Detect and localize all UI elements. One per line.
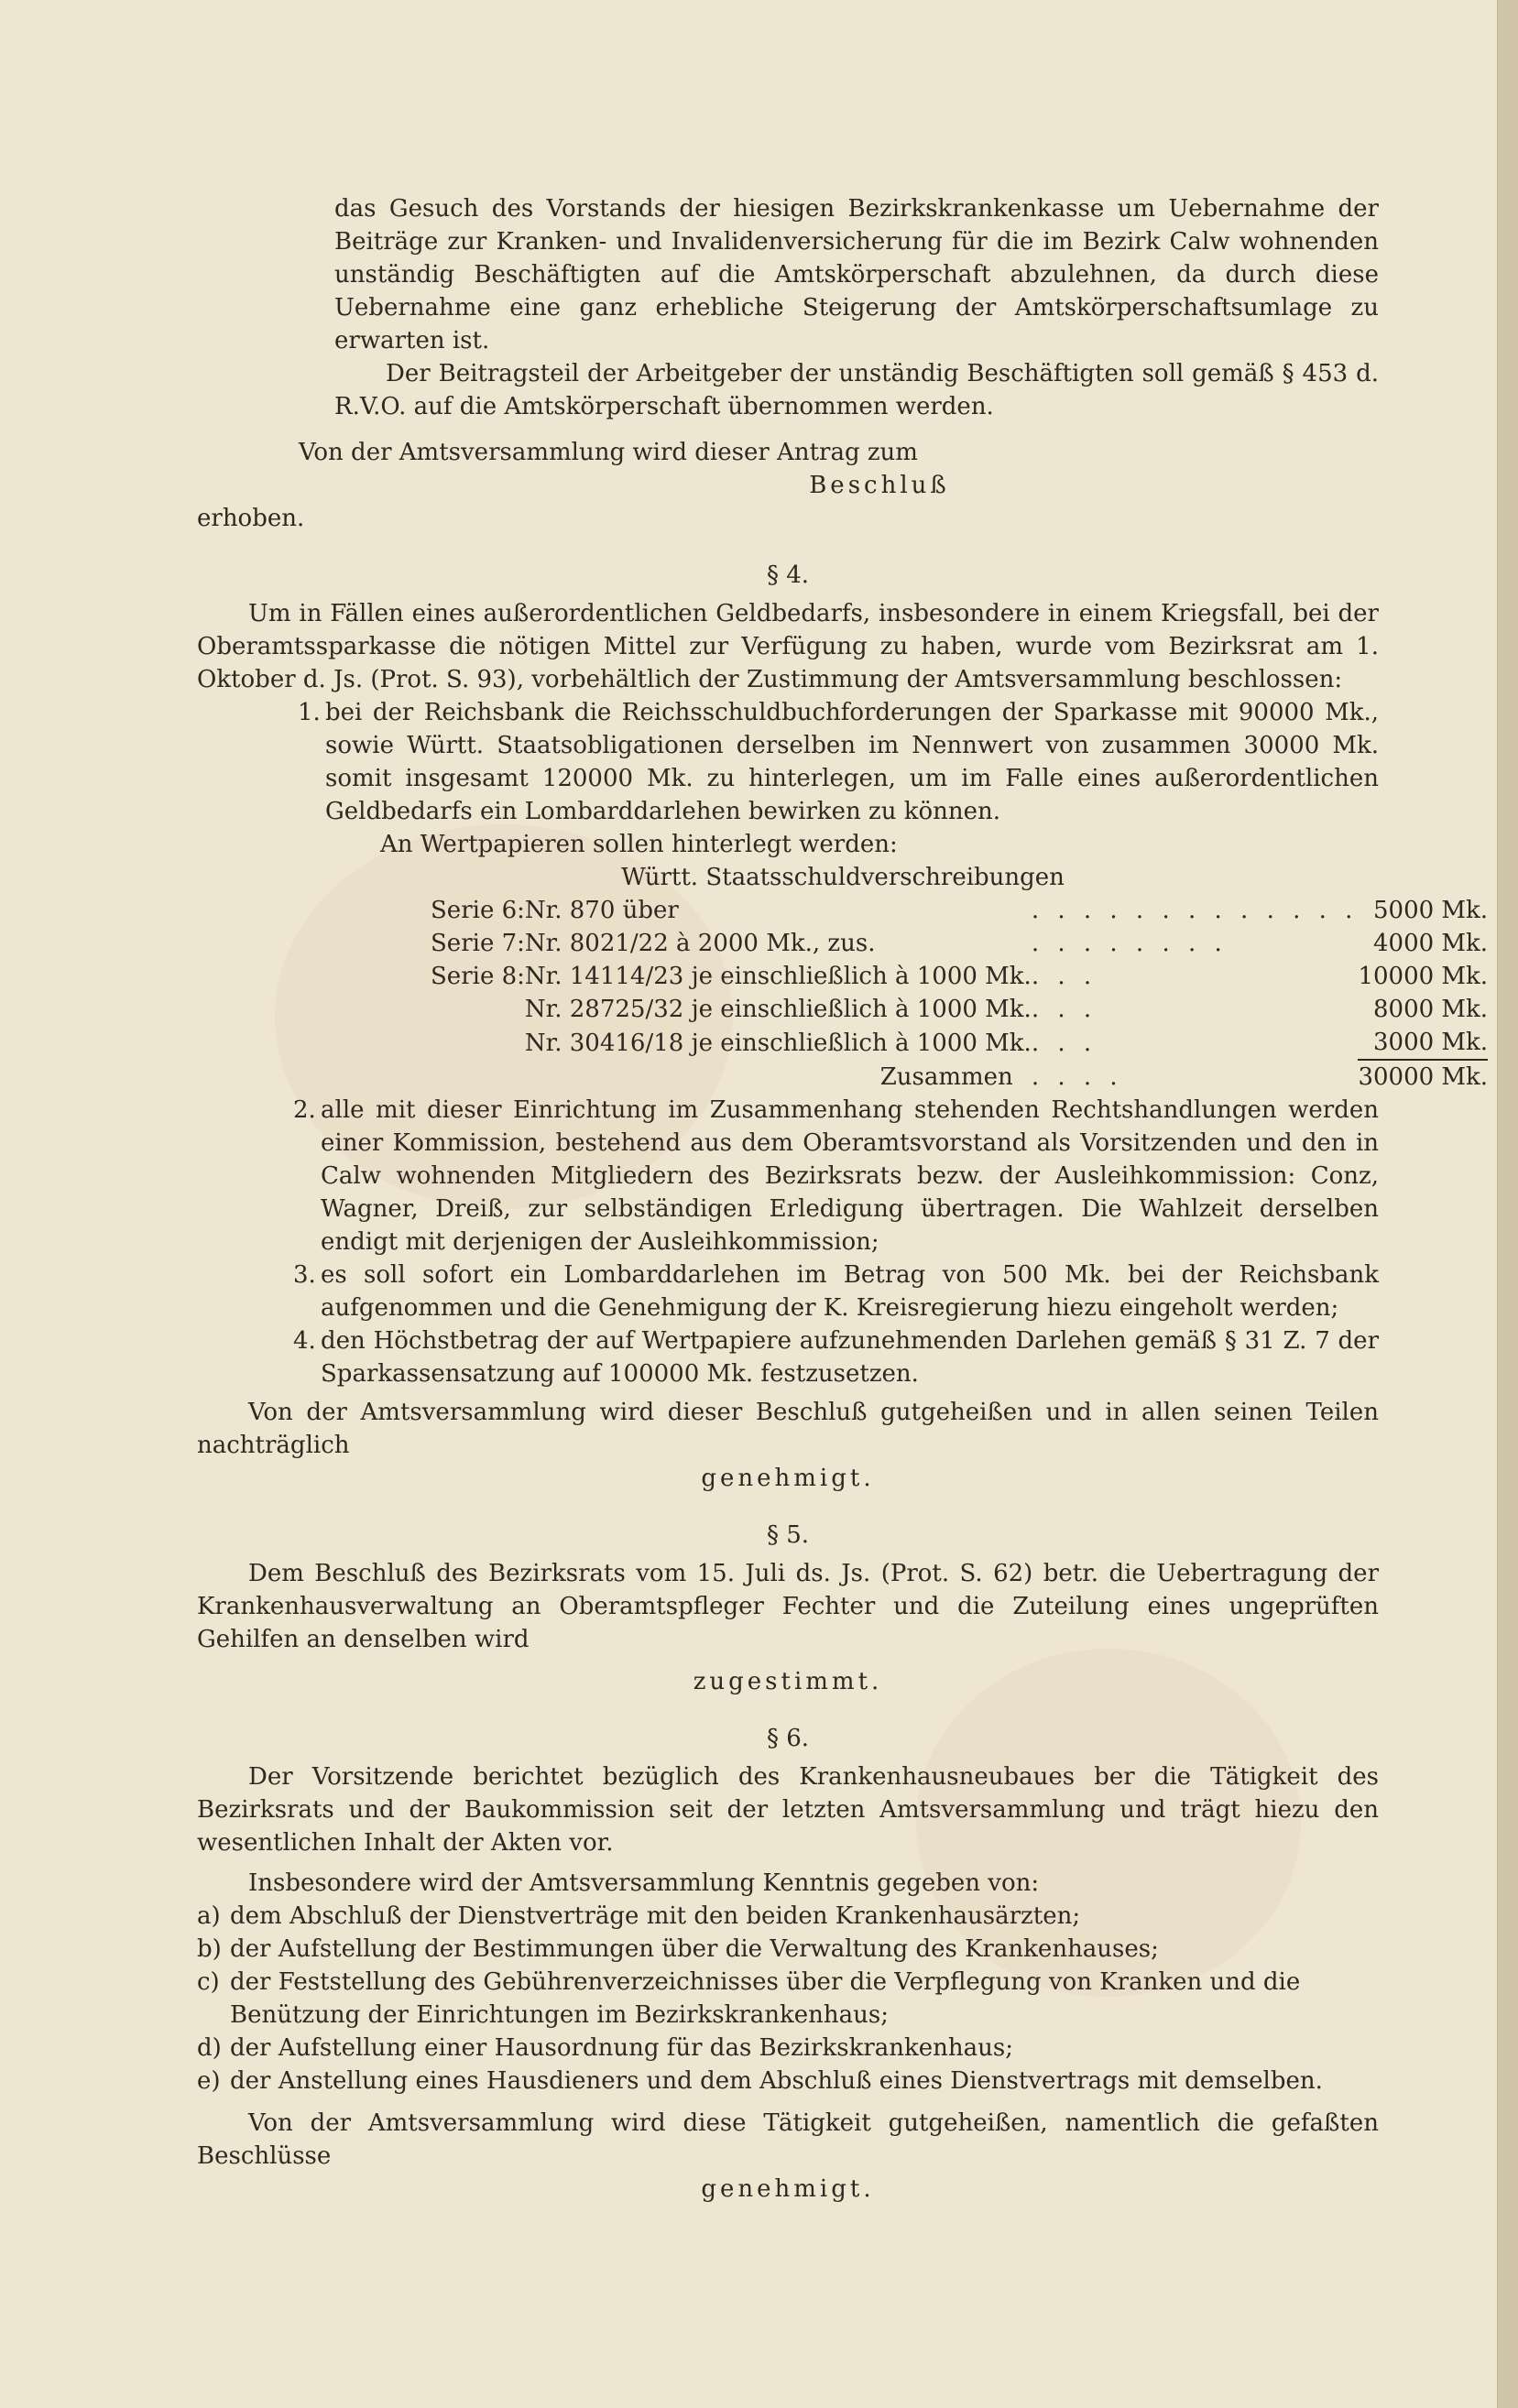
list-item [298,696,1379,828]
section-4-heading: § 4. [766,561,810,589]
section-5-heading: § 5. [766,1521,810,1549]
section-6-heading: § 6. [766,1725,810,1752]
serie-cell [431,1026,525,1060]
table-row [431,1026,1488,1060]
page-edge [1497,0,1518,2408]
list-text: dem Abschluß der Dienstverträge mit den beiden Krankenhausärzten; [230,1902,1081,1930]
list-item [293,1324,1379,1390]
serie-cell: Serie 7: [431,930,525,957]
desc-cell: Nr. 870 über [524,897,679,924]
list-text: bei der Reichsbank die Reichsschuldbuchforderungen der Sparkasse mit 90000 Mk., sowie Württ. Staatsobligationen derselben im Nennwert von zusammen 30000 Mk. somit insgesamt 120000 Mk. zu hinterlegen, um im Falle eines außerordentlichen Geldbedarfs ein Lombarddarlehen bewirken zu können. [325,699,1379,825]
list-item [197,2032,1379,2065]
list-text: der Anstellung eines Hausdieners und dem Abschluß eines Dienstvertrags mit demselben. [230,2067,1323,2095]
list-letter: d) [197,2034,222,2062]
genehmigt-word: genehmigt. [701,1465,875,1492]
desc-cell: Nr. 30416/18 je einschließlich à 1000 Mk. [524,1029,1032,1057]
erhoben-word: erhoben. [197,505,305,532]
wertpapiere-intro: An Wertpapieren sollen hinterlegt werden: [380,831,898,858]
amount-cell: 4000 Mk. [1372,930,1489,957]
list-letter: c) [197,1968,220,1996]
list-letter: a) [197,1902,221,1930]
dots-cell: . . . [1031,1029,1098,1057]
serie-cell: Serie 8: [431,963,525,990]
amount-cell: 10000 Mk. [1358,963,1489,990]
table-row [431,993,1488,1026]
beschluss-word: Beschluß [809,472,950,499]
desc-cell: Nr. 28725/32 je einschließlich à 1000 Mk. [524,996,1032,1023]
total-amount: 30000 Mk. [1358,1060,1488,1094]
list-item [197,2065,1379,2097]
desc-cell: Nr. 8021/22 à 2000 Mk., zus. [524,930,876,957]
genehmigt-word-2: genehmigt. [701,2175,875,2203]
section-6-intro: Der Vorsitzende berichtet bezüglich des Krankenhausneubaues ber die Tätigkeit des Bezirksrats und der Baukommission seit der letzten Amtsversammlung und trägt hiezu den wesentlichen Inhalt der Akten vor. [197,1763,1379,1857]
total-label: Zusammen [879,1062,1013,1091]
list-text: der Feststellung des Gebührenverzeichnisses über die Verpflegung von Kranken und die Benützung der Einrichtungen im Bezirkskrankenhaus; [230,1968,1301,2029]
section-5-text: Dem Beschluß des Bezirksrats vom 15. Juli ds. Js. (Prot. S. 62) betr. die Uebertragung der Krankenhausverwaltung an Oberamtspfleger Fechter und die Zuteilung eines ungeprüften Gehilfen an denselben wird [197,1560,1379,1653]
amount-cell: 8000 Mk. [1372,996,1489,1023]
page-text [197,192,1489,2206]
list-item [197,1900,1379,1933]
table-row [431,960,1488,993]
amount-cell: 5000 Mk. [1372,897,1489,924]
section-4-closing: Von der Amtsversammlung wird dieser Beschluß gutgeheißen und in allen seinen Teilen nachträglich [197,1399,1379,1459]
dots-cell: . . . . . . . . . . . . . [1031,897,1359,924]
list-item [293,1094,1379,1258]
section-6-list [197,1900,1379,2097]
dots-cell: . . . [1031,963,1098,990]
list-text: den Höchstbetrag der auf Wertpapiere aufzunehmenden Darlehen gemäß § 31 Z. 7 der Sparkassensatzung auf 100000 Mk. festzusetzen. [321,1327,1379,1388]
dots-cell: . . . . . . . . [1031,930,1228,957]
list-number: 1. [298,699,321,726]
section-4-list-cont [293,1094,1379,1390]
section-6-closing: Von der Amtsversammlung wird diese Tätigkeit gutgeheißen, namentlich die gefaßten Beschlüsse [197,2109,1379,2170]
section-4-list [298,696,1379,861]
list-letter: e) [197,2067,221,2095]
list-number: 3. [293,1261,316,1289]
total-dots: . . . . [1031,1062,1123,1091]
list-text: der Aufstellung einer Hausordnung für das Bezirkskrankenhaus; [230,2034,1013,2062]
top-paragraph-2: Der Beitragsteil der Arbeitgeber der unständig Beschäftigten soll gemäß § 453 d. R.V.O. auf die Amtskörperschaft übernommen werden. [334,360,1379,420]
list-text: der Aufstellung der Bestimmungen über die Verwaltung des Krankenhauses; [230,1935,1159,1963]
dots-cell: . . . [1031,996,1098,1023]
table-total-row [431,1060,1488,1094]
list-number: 2. [293,1096,316,1124]
list-letter: b) [197,1935,222,1963]
list-number: 4. [293,1327,316,1355]
list-item [197,1933,1379,1966]
top-paragraph-1: das Gesuch des Vorstands der hiesigen Bezirkskrankenkasse um Uebernahme der Beiträge zur Kranken- und Invalidenversicherung für die im Bezirk Calw wohnenden unständig Beschäftigten auf die Amtskörperschaft abzulehnen, da durch diese Uebernahme eine ganz erhebliche Steigerung der Amtskörperschaftsumlage zu erwarten ist. [334,195,1379,354]
top-paragraph-3: Von der Amtsversammlung wird dieser Antrag zum [299,439,918,466]
zugestimmt-word: zugestimmt. [693,1668,883,1695]
list-text: es soll sofort ein Lombarddarlehen im Betrag von 500 Mk. bei der Reichsbank aufgenommen und die Genehmigung der K. Kreisregierung hiezu eingeholt werden; [321,1261,1379,1322]
table-title: Württ. Staatsschuldverschreibungen [621,864,1065,891]
table-row [431,894,1488,927]
amount-cell: 3000 Mk. [1372,1029,1489,1056]
list-item [197,1966,1379,2032]
serie-cell [431,993,525,1026]
serie-cell: Serie 6: [431,897,525,924]
list-item [293,1258,1379,1324]
section-4-intro: Um in Fällen eines außerordentlichen Geldbedarfs, insbesondere in einem Kriegsfall, bei der Oberamtssparkasse die nötigen Mittel zur Verfügung zu haben, wurde vom Bezirksrat am 1. Oktober d. Js. (Prot. S. 93), vorbehältlich der Zustimmung der Amtsversammlung beschlossen: [197,600,1379,693]
table-row [431,927,1488,960]
desc-cell: Nr. 14114/23 je einschließlich à 1000 Mk. [524,963,1032,990]
section-6-lead: Insbesondere wird der Amtsversammlung Kenntnis gegeben von: [248,1869,1040,1897]
securities-table [431,894,1488,1094]
list-text: alle mit dieser Einrichtung im Zusammenhang stehenden Rechtshandlungen werden einer Kommission, bestehend aus dem Oberamtsvorstand als Vorsitzenden und den in Calw wohnenden Mitgliedern des Bezirksrats bezw. der Ausleihkommission: Conz, Wagner, Dreiß, zur selbständigen Erledigung übertragen. Die Wahlzeit derselben endigt mit derjenigen der Ausleihkommission; [321,1096,1379,1256]
